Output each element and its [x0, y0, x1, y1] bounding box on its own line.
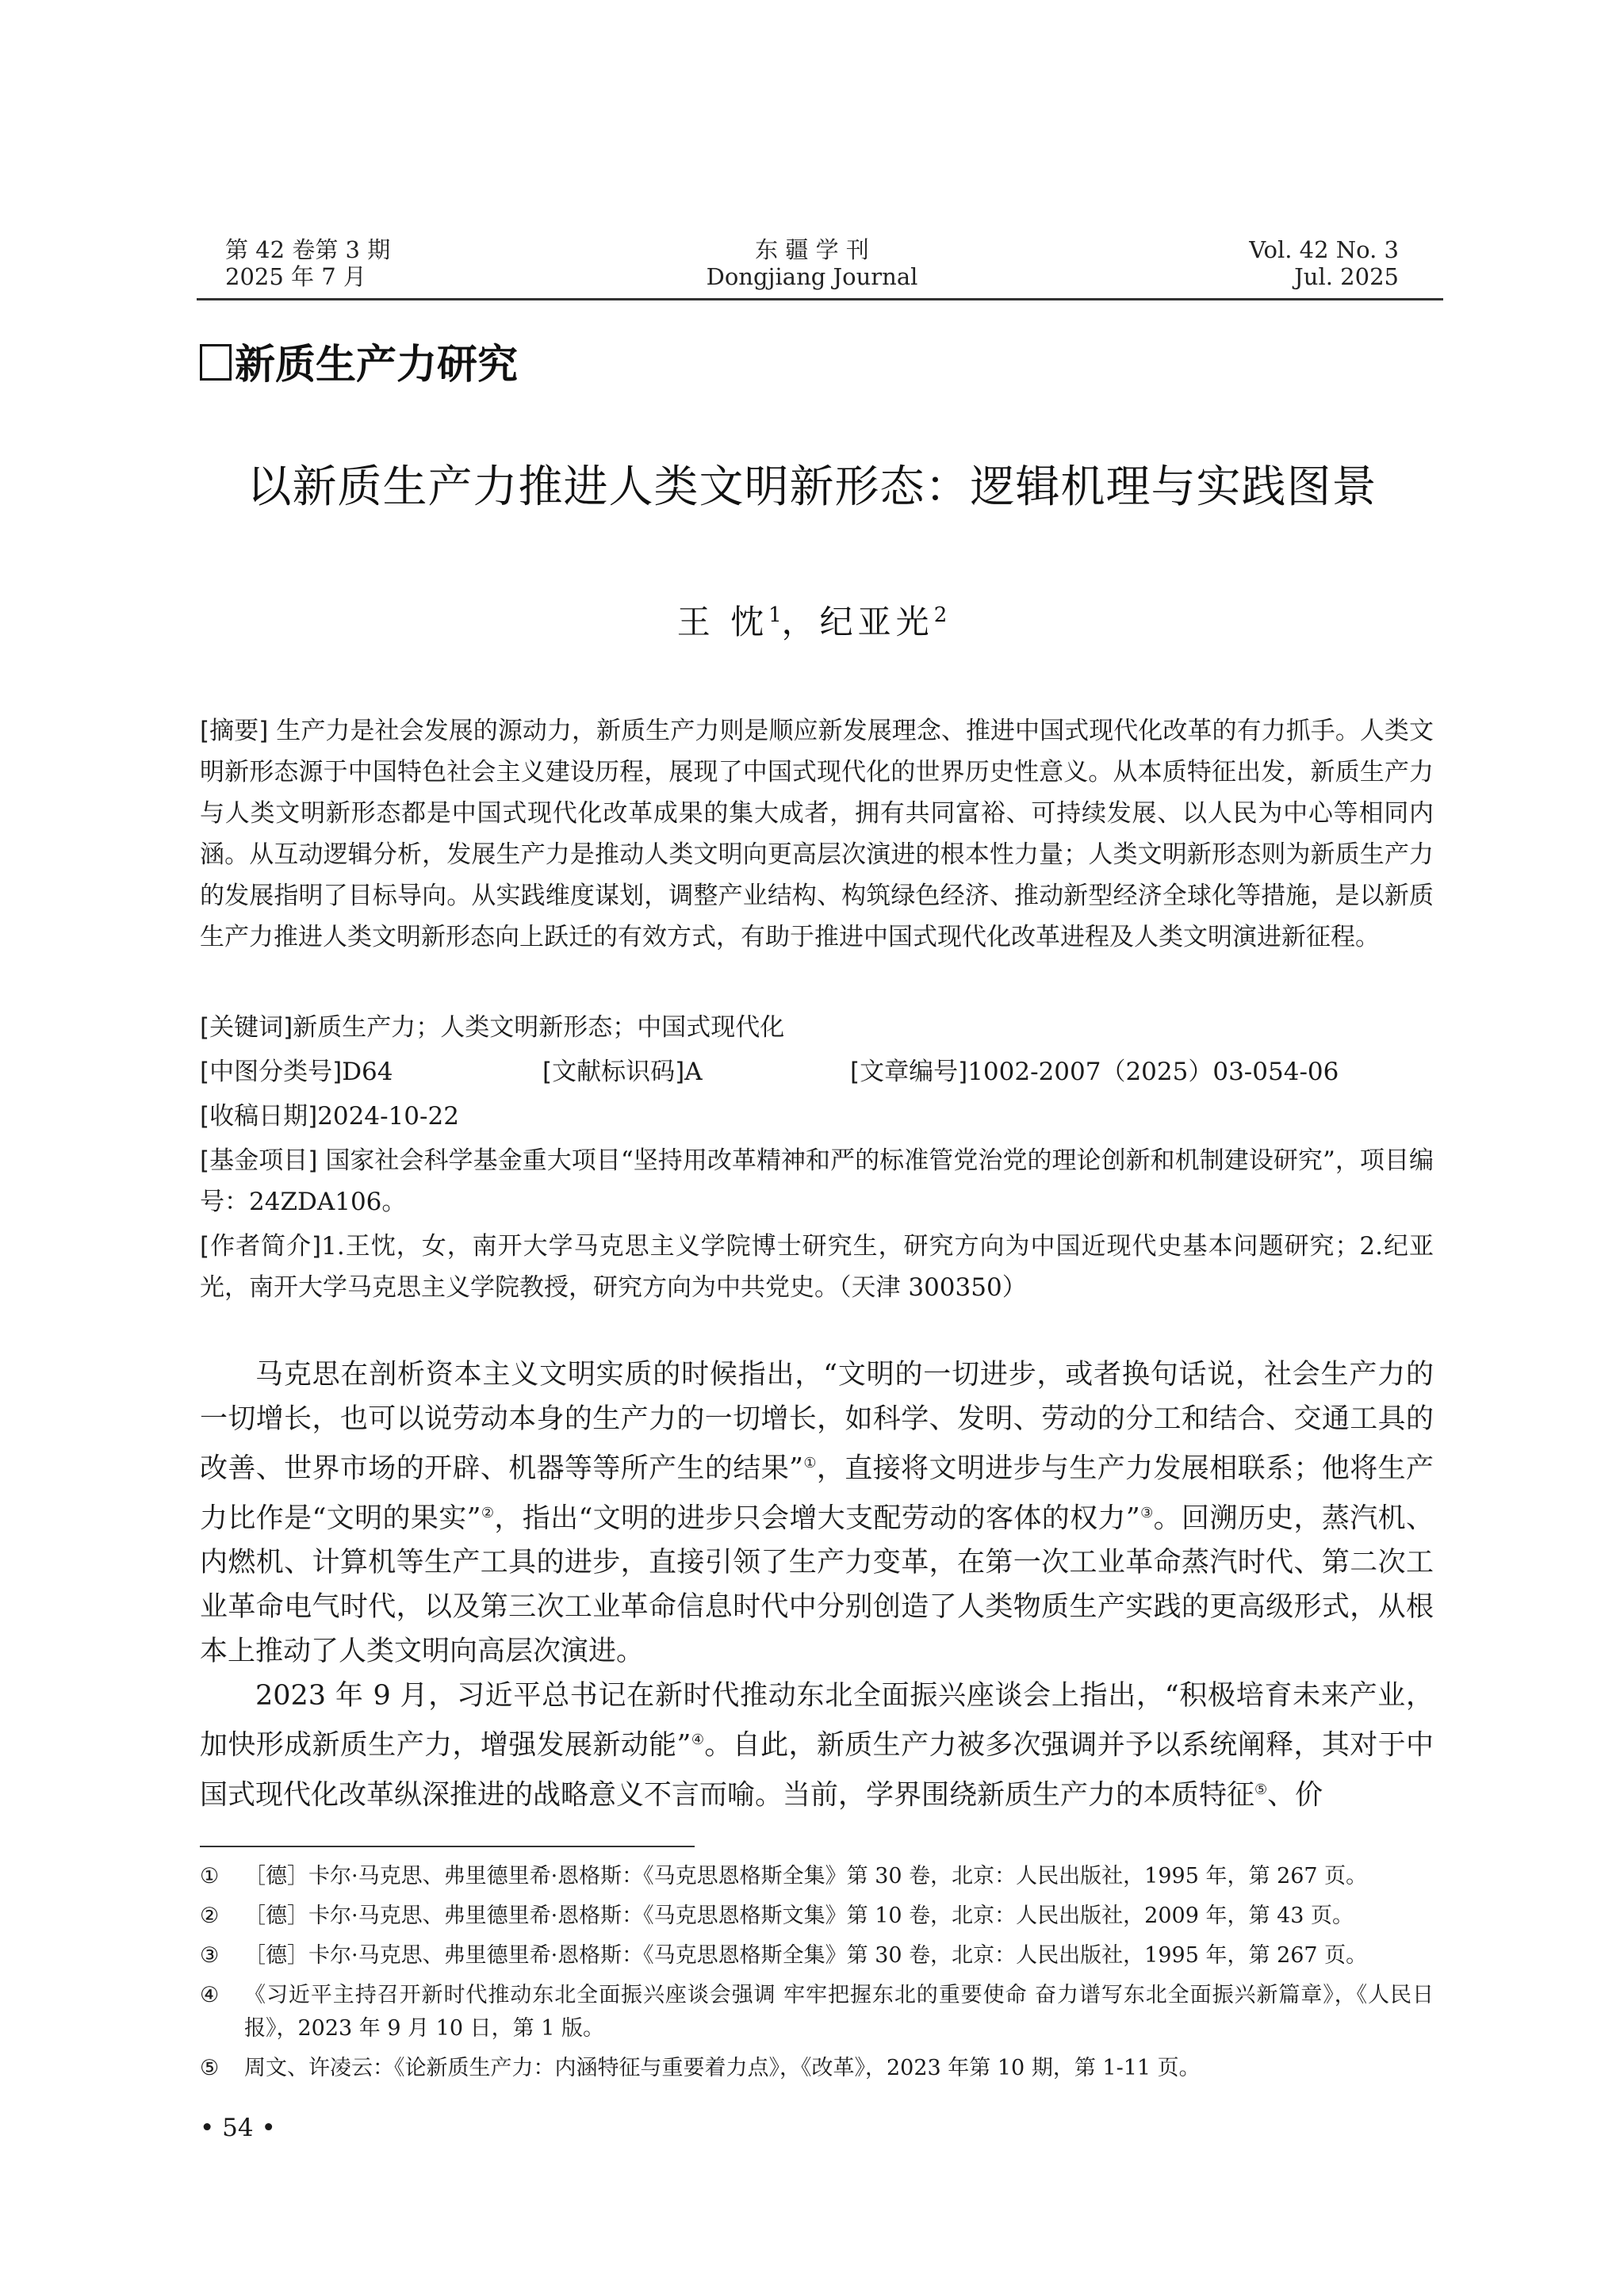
footnote [200, 2052, 1434, 2085]
volume-issue-en: Vol. 42 No. 3 [1249, 236, 1399, 263]
received-label: [收稿日期] [200, 1102, 318, 1131]
clc-code [200, 1051, 393, 1093]
footnote-ref: ① [802, 1455, 817, 1471]
footnote-rule [200, 1846, 695, 1847]
footnote-mark: ③ [200, 1943, 220, 1968]
issue-date-en: Jul. 2025 [1294, 263, 1399, 290]
doc-label: [文献标识码] [542, 1058, 685, 1086]
page-number: • 54 • [200, 2114, 276, 2142]
keywords-text: 新质生产力；人类文明新形态；中国式现代化 [293, 1013, 785, 1042]
author-separator: ， [781, 603, 820, 641]
footnote-text: ［德］卡尔·马克思、弗里德里希·恩格斯：《马克思恩格斯全集》第 30 卷，北京：人民出版社，1995 年，第 267 页。 [244, 1943, 1368, 1968]
bio-text: 1.王忱，女，南开大学马克思主义学院博士研究生，研究方向为中国近现代史基本问题研究；2.纪亚光，南开大学马克思主义学院教授，研究方向为中共党史。（天津 300350） [200, 1232, 1434, 1302]
keywords [200, 1007, 1434, 1048]
abstract-label: [摘要] [200, 717, 269, 745]
footnote-text: 《习近平主持召开新时代推动东北全面振兴座谈会强调 牢牢把握东北的重要使命 奋力谱写东北全面振兴新篇章》，《人民日报》，2023 年 9 月 10 日，第 1 版。 [244, 1983, 1434, 2041]
body-paragraph [200, 1674, 1434, 1817]
article-number-label: [文章编号] [850, 1058, 968, 1086]
journal-name-en: Dongjiang Journal [706, 263, 918, 290]
section-heading [200, 331, 518, 390]
body-text-run: 。回溯历史，蒸汽机、内燃机、计算机等生产工具的进步，直接引领了生产力变革，在第一次工业革命蒸汽时代、第二次工业革命电气时代，以及第三次工业革命信息时代中分别创造了人类物质生产实践的更高级形式，从根本上推动了人类文明向高层次演进。 [200, 1502, 1434, 1668]
body-text-run: 马克思在剖析资本主义文明实质的时候指出，“文明的一切进步，或者换句话说，社会生产力的一切增长，也可以说劳动本身的生产力的一切增长，如科学、发明、劳动的分工和结合、交通工具的改善、世界市场的开辟、机器等等所产生的结果” [200, 1359, 1434, 1485]
footnote [200, 1860, 1434, 1893]
abstract [200, 710, 1434, 958]
footnote [200, 1900, 1434, 1933]
volume-issue: 第 42 卷第 3 期 [225, 236, 391, 263]
author-1: 王 忱 [676, 603, 769, 641]
clc-value: D64 [342, 1058, 393, 1086]
author-2-affiliation: 2 [933, 603, 948, 627]
funding [200, 1140, 1434, 1223]
footnote-mark: ① [200, 1864, 220, 1888]
received-date [200, 1096, 1434, 1137]
issue-date: 2025 年 7 月 [225, 263, 366, 290]
header-rule [197, 298, 1443, 300]
footnote [200, 1979, 1434, 2045]
received-value: 2024-10-22 [317, 1102, 459, 1131]
body-text-run: ，指出“文明的进步只会增大支配劳动的客体的权力” [494, 1502, 1140, 1535]
footnote-ref: ④ [691, 1732, 705, 1749]
footnote-mark: ⑤ [200, 2056, 220, 2080]
footnote-mark: ② [200, 1904, 220, 1928]
doc-value: A [684, 1058, 703, 1086]
funding-text: 国家社会科学基金重大项目“坚持用改革精神和严的标准管党治党的理论创新和机制建设研究”，项目编号：24ZDA106。 [200, 1146, 1434, 1216]
abstract-text: 生产力是社会发展的源动力，新质生产力则是顺应新发展理念、推进中国式现代化改革的有力抓手。人类文明新形态源于中国特色社会主义建设历程，展现了中国式现代化的世界历史性意义。从本质特征出发，新质生产力与人类文明新形态都是中国式现代化改革成果的集大成者，拥有共同富裕、可持续发展、以人民为中心等相同内涵。从互动逻辑分析，发展生产力是推动人类文明向更高层次演进的根本性力量；人类文明新形态则为新质生产力的发展指明了目标导向。从实践维度谋划，调整产业结构、构筑绿色经济、推动新型经济全球化等措施，是以新质生产力推进人类文明新形态向上跃迁的有效方式，有助于推进中国式现代化改革进程及人类文明演进新征程。 [200, 717, 1434, 951]
footnote-text: 周文、许凌云：《论新质生产力：内涵特征与重要着力点》，《改革》，2023 年第 10 期，第 1-11 页。 [244, 2056, 1201, 2080]
footnotes [200, 1860, 1434, 2091]
body-text-run: 、价 [1267, 1779, 1323, 1812]
classification-row [200, 1051, 1434, 1093]
authors [0, 596, 1624, 644]
body-text [200, 1353, 1434, 1818]
body-text-run: 。自此，新质生产力被多次强调并予以系统阐释，其对于中国式现代化改革纵深推进的战略意义不言而喻。当前，学界围绕新质生产力的本质特征 [200, 1729, 1434, 1812]
clc-label: [中图分类号] [200, 1058, 343, 1086]
footnote-ref: ② [481, 1504, 495, 1521]
funding-label: [基金项目] [200, 1146, 318, 1175]
footnote-text: ［德］卡尔·马克思、弗里德里希·恩格斯：《马克思恩格斯全集》第 30 卷，北京：人民出版社，1995 年，第 267 页。 [244, 1864, 1368, 1888]
section-label: 新质生产力研究 [235, 342, 519, 388]
running-header-right [1249, 236, 1399, 290]
article-number-value: 1002-2007（2025）03-054-06 [967, 1058, 1339, 1086]
author-bio [200, 1226, 1434, 1308]
body-text-run: ，直接将文明进步与生产力发展相联系；他将生产力比作是“文明的果实” [200, 1452, 1434, 1535]
article-title: 以新质生产力推进人类文明新形态：逻辑机理与实践图景 [247, 461, 1377, 513]
journal-name-cn: 东 疆 学 刊 [755, 236, 869, 263]
author-1-affiliation: 1 [768, 603, 782, 627]
bio-label: [作者简介] [200, 1232, 322, 1261]
body-text-run: 2023 年 9 月，习近平总书记在新时代推动东北全面振兴座谈会上指出，“积极培育未来产业，加快形成新质生产力，增强发展新动能” [200, 1680, 1434, 1762]
footnote-mark: ④ [200, 1983, 220, 2007]
footnote-ref: ③ [1139, 1504, 1154, 1521]
keywords-label: [关键词] [200, 1013, 293, 1042]
doc-code [542, 1051, 703, 1093]
footnote-text: ［德］卡尔·马克思、弗里德里希·恩格斯：《马克思恩格斯文集》第 10 卷，北京：人民出版社，2009 年，第 43 页。 [244, 1904, 1354, 1928]
body-paragraph [200, 1353, 1434, 1674]
article-number [850, 1051, 1339, 1093]
section-box-icon [200, 344, 232, 381]
footnote-ref: ⑤ [1254, 1781, 1268, 1798]
author-2: 纪亚光 [819, 603, 934, 641]
footnote [200, 1939, 1434, 1973]
